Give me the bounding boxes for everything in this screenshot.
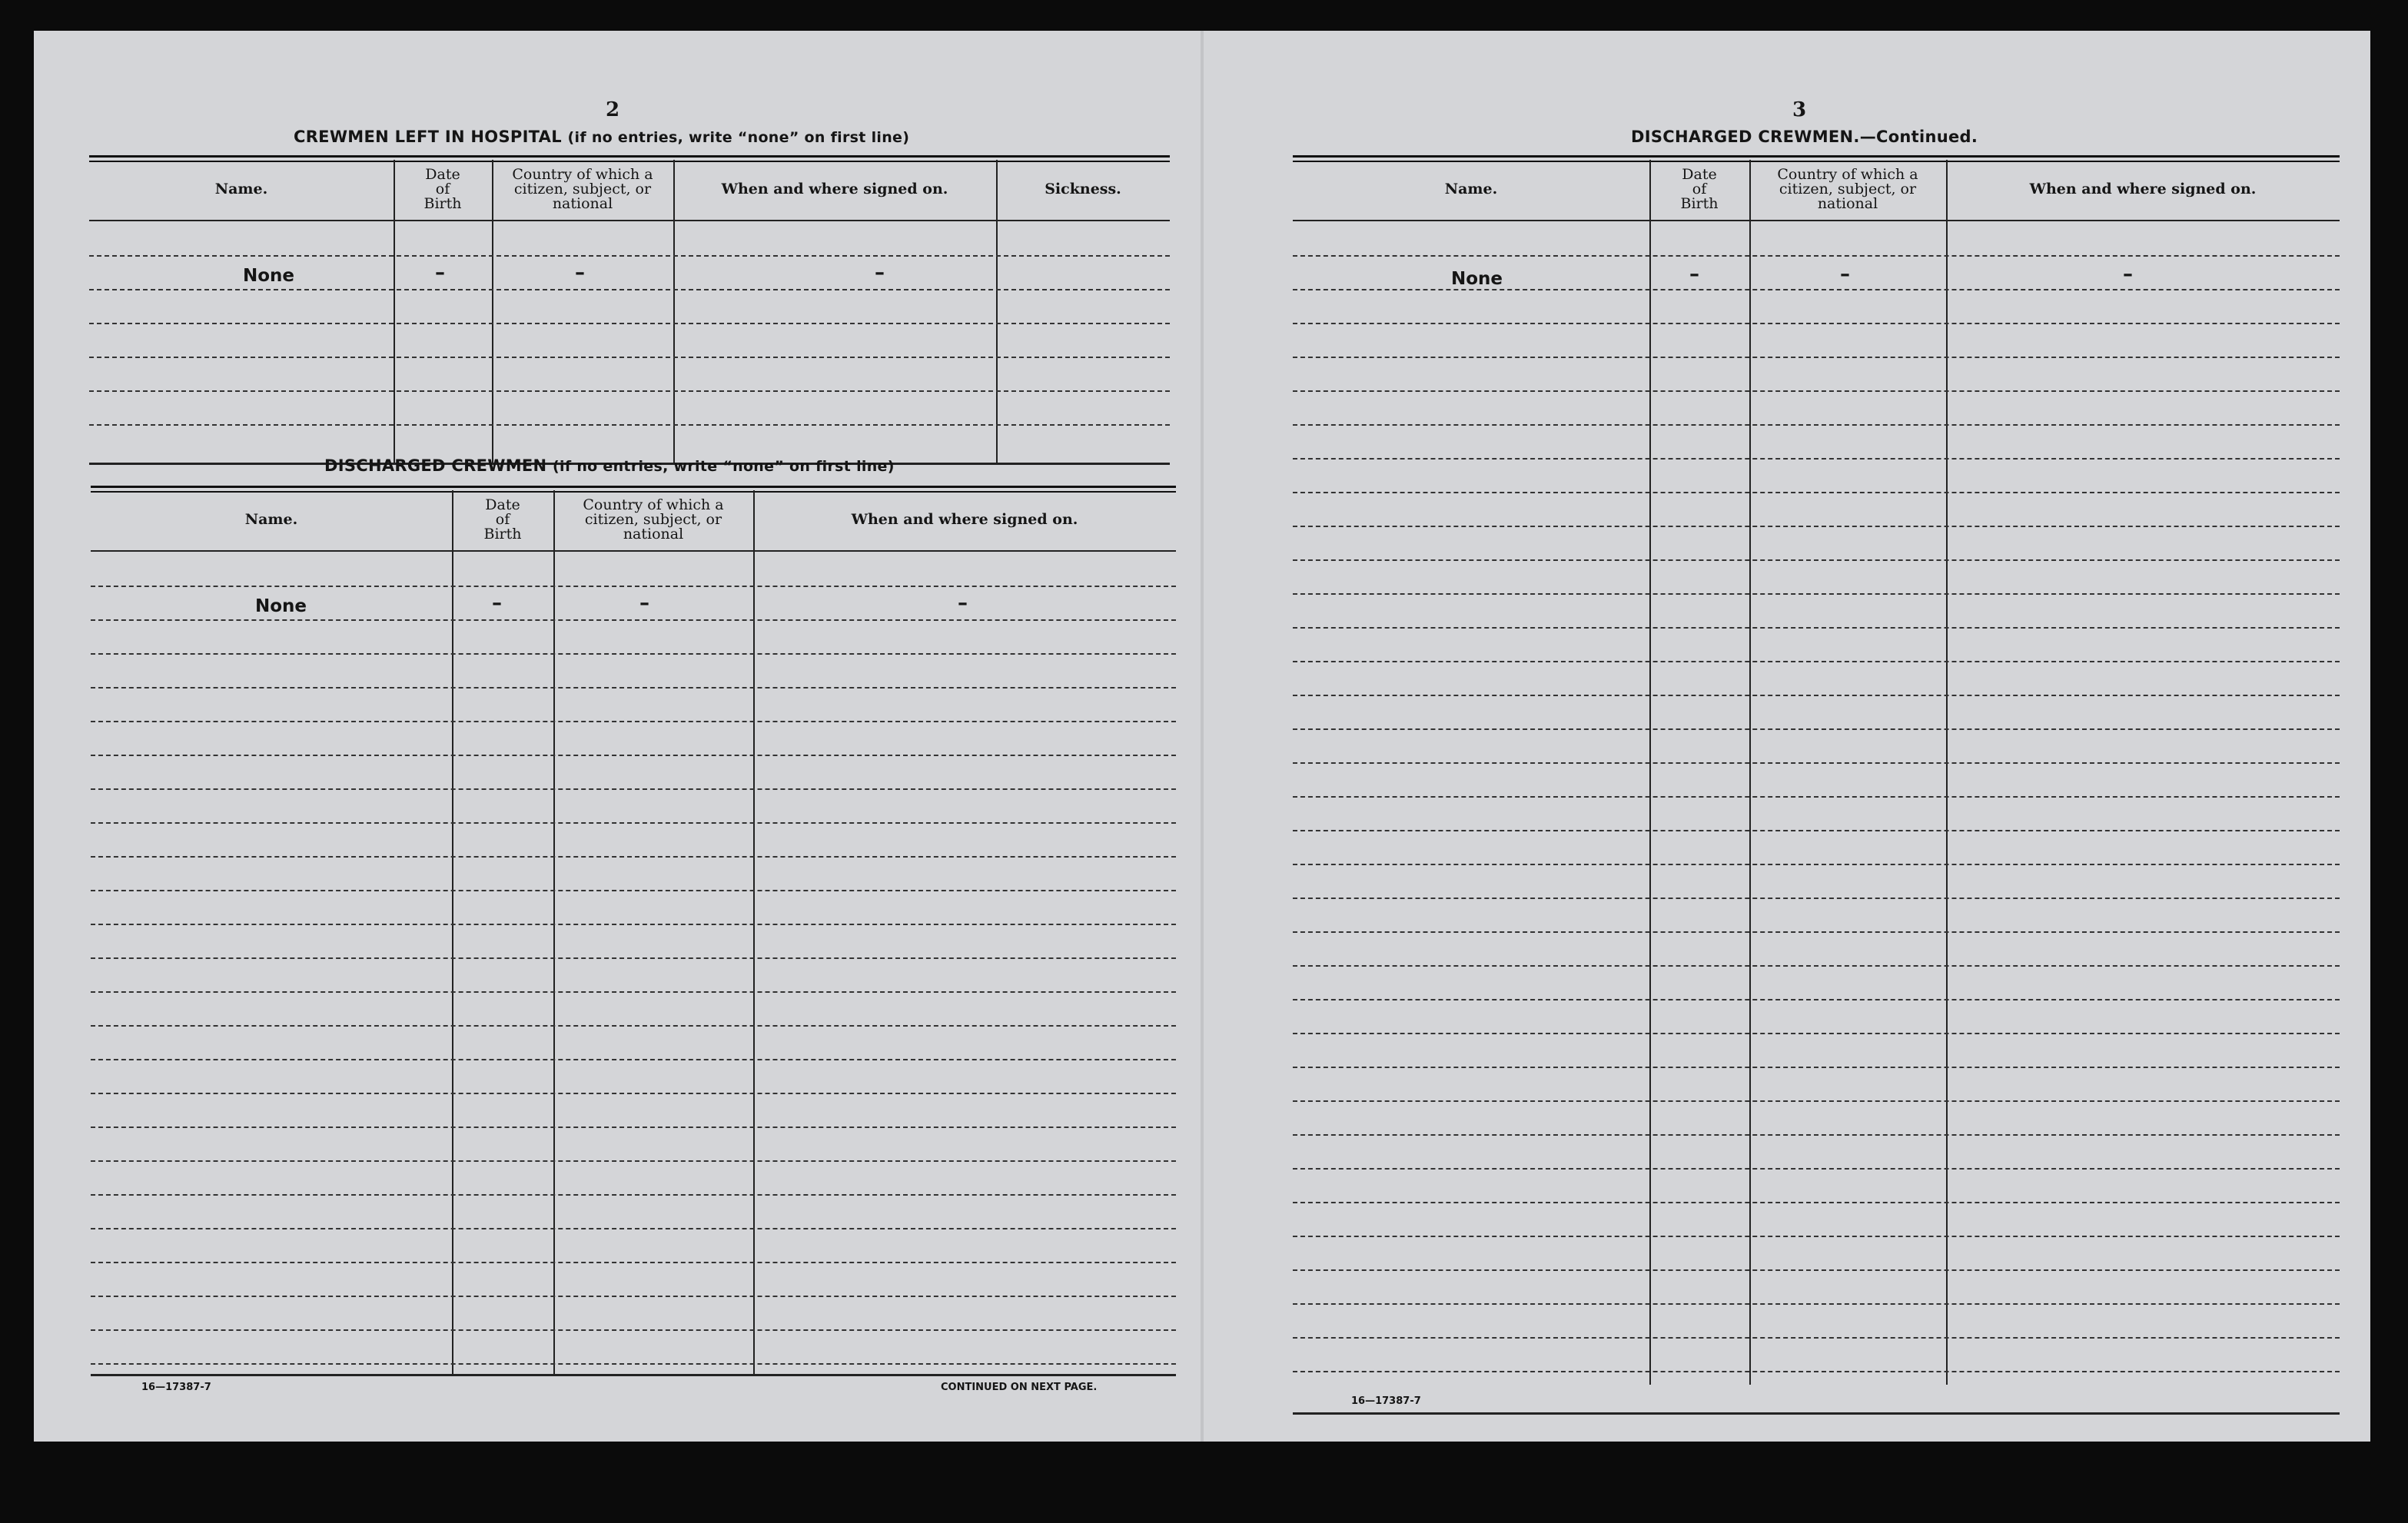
discharged-table <box>91 486 1176 1377</box>
header-country: Country of which a citizen, subject, or national <box>1777 165 1918 212</box>
ruled-line <box>1293 1067 2340 1068</box>
ruled-line <box>91 822 1176 824</box>
ruled-line <box>1293 1134 2340 1136</box>
column-divider <box>1749 160 1751 1385</box>
column-divider <box>452 490 453 1374</box>
table-bottom-rule <box>91 1374 1176 1376</box>
page-number: 3 <box>1792 98 1807 121</box>
ruled-line <box>91 653 1176 655</box>
discharged-section-title <box>324 456 895 475</box>
ruled-line <box>89 390 1170 392</box>
ruled-line <box>1293 1236 2340 1237</box>
ruled-line <box>1293 627 2340 629</box>
header-rule <box>1293 220 2340 221</box>
left-page <box>34 31 1202 1442</box>
header-country: Country of which a citizen, subject, or national <box>512 165 653 212</box>
table-top-rule <box>89 155 1170 162</box>
column-divider <box>492 160 493 463</box>
ruled-line <box>89 289 1170 290</box>
continued-note: CONTINUED ON NEXT PAGE. <box>941 1382 1098 1393</box>
column-divider <box>553 490 555 1374</box>
ruled-line <box>89 424 1170 426</box>
entry-signed: – <box>875 261 885 284</box>
ruled-line <box>1293 289 2340 290</box>
page-number: 2 <box>606 98 620 121</box>
discharged-title: DISCHARGED CREWMEN <box>324 456 547 475</box>
hospital-note: (if no entries, write “none” on first line) <box>567 129 910 146</box>
ruled-line <box>1293 728 2340 730</box>
hospital-section-title <box>294 128 909 146</box>
discharged-note: (if no entries, write “none” on first line) <box>553 458 895 475</box>
hospital-title: CREWMEN LEFT IN HOSPITAL <box>294 128 562 146</box>
ruled-line <box>91 1194 1176 1196</box>
ruled-line <box>1293 661 2340 662</box>
ruled-line <box>1293 255 2340 257</box>
ruled-line <box>1293 965 2340 967</box>
ruled-line <box>1293 898 2340 899</box>
ruled-line <box>1293 357 2340 358</box>
ruled-line <box>1293 1100 2340 1102</box>
entry-country: – <box>1840 263 1850 286</box>
ruled-line <box>1293 323 2340 324</box>
ruled-line <box>1293 796 2340 798</box>
ruled-line <box>91 788 1176 790</box>
header-signed: When and where signed on. <box>721 180 948 197</box>
form-sheet <box>34 31 2370 1442</box>
right-section-title: DISCHARGED CREWMEN.—Continued. <box>1631 128 1978 146</box>
ruled-line <box>91 755 1176 756</box>
ruled-line <box>91 1059 1176 1060</box>
ruled-line <box>1293 1168 2340 1170</box>
column-divider <box>1649 160 1651 1385</box>
ruled-line <box>91 1160 1176 1162</box>
ruled-line <box>91 1296 1176 1297</box>
entry-name: None <box>255 596 307 616</box>
ruled-line <box>89 323 1170 324</box>
ruled-line <box>91 721 1176 722</box>
ruled-line <box>1293 492 2340 493</box>
header-dob: Date of Birth <box>1680 165 1719 212</box>
table-bottom-rule <box>1293 1412 2340 1415</box>
ruled-line <box>1293 1269 2340 1271</box>
right-page <box>1202 31 2370 1442</box>
ruled-line <box>1293 1371 2340 1372</box>
ruled-line <box>1293 864 2340 865</box>
ruled-line <box>1293 390 2340 392</box>
hospital-table <box>89 155 1170 467</box>
entry-dob: – <box>492 592 502 615</box>
header-country: Country of which a citizen, subject, or national <box>583 496 724 543</box>
ruled-line <box>91 1228 1176 1229</box>
ruled-line <box>1293 526 2340 527</box>
header-rule <box>89 220 1170 221</box>
ruled-line <box>91 687 1176 689</box>
column-divider <box>996 160 998 463</box>
entry-dob: – <box>1689 263 1699 286</box>
ruled-line <box>89 357 1170 358</box>
entry-country: – <box>639 592 649 615</box>
ruled-line <box>1293 830 2340 831</box>
header-name: Name. <box>1444 180 1498 197</box>
ruled-line <box>91 856 1176 858</box>
ruled-line <box>1293 695 2340 696</box>
ruled-line <box>91 1363 1176 1365</box>
ruled-line <box>1293 931 2340 933</box>
ruled-line <box>1293 1202 2340 1203</box>
ruled-line <box>1293 762 2340 764</box>
discharged-continued-table <box>1293 155 2340 1385</box>
header-name: Name. <box>214 180 268 197</box>
ruled-line <box>1293 1303 2340 1305</box>
table-top-rule <box>1293 155 2340 162</box>
header-signed: When and where signed on. <box>851 510 1078 528</box>
header-dob: Date of Birth <box>423 165 462 212</box>
table-top-rule <box>91 486 1176 493</box>
form-number: 16—17387-7 <box>1351 1395 1421 1407</box>
entry-signed: – <box>2123 263 2133 286</box>
ruled-line <box>91 1329 1176 1331</box>
entry-signed: – <box>958 592 968 615</box>
ruled-line <box>91 957 1176 959</box>
ruled-line <box>91 991 1176 993</box>
header-signed: When and where signed on. <box>2029 180 2257 197</box>
column-divider <box>1946 160 1948 1385</box>
entry-name: None <box>243 266 295 286</box>
entry-name: None <box>1451 269 1503 289</box>
header-name: Name. <box>244 510 298 528</box>
entry-dob: – <box>435 261 445 284</box>
ruled-line <box>1293 1337 2340 1339</box>
column-divider <box>673 160 675 463</box>
ruled-line <box>91 890 1176 891</box>
ruled-line <box>1293 593 2340 595</box>
form-number: 16—17387-7 <box>141 1382 211 1393</box>
ruled-line <box>91 924 1176 925</box>
ruled-line <box>1293 458 2340 460</box>
ruled-line <box>1293 999 2340 1000</box>
column-divider <box>753 490 755 1374</box>
ruled-line <box>1293 424 2340 426</box>
ruled-line <box>91 586 1176 587</box>
header-dob: Date of Birth <box>483 496 522 543</box>
ruled-line <box>1293 559 2340 561</box>
entry-country: – <box>575 261 585 284</box>
ruled-line <box>91 1262 1176 1263</box>
ruled-line <box>91 1093 1176 1094</box>
ruled-line <box>91 619 1176 621</box>
column-divider <box>394 160 395 463</box>
ruled-line <box>91 1126 1176 1128</box>
header-rule <box>91 550 1176 552</box>
ruled-line <box>89 255 1170 257</box>
ruled-line <box>91 1025 1176 1027</box>
ruled-line <box>1293 1033 2340 1034</box>
header-sickness: Sickness. <box>1045 180 1121 197</box>
